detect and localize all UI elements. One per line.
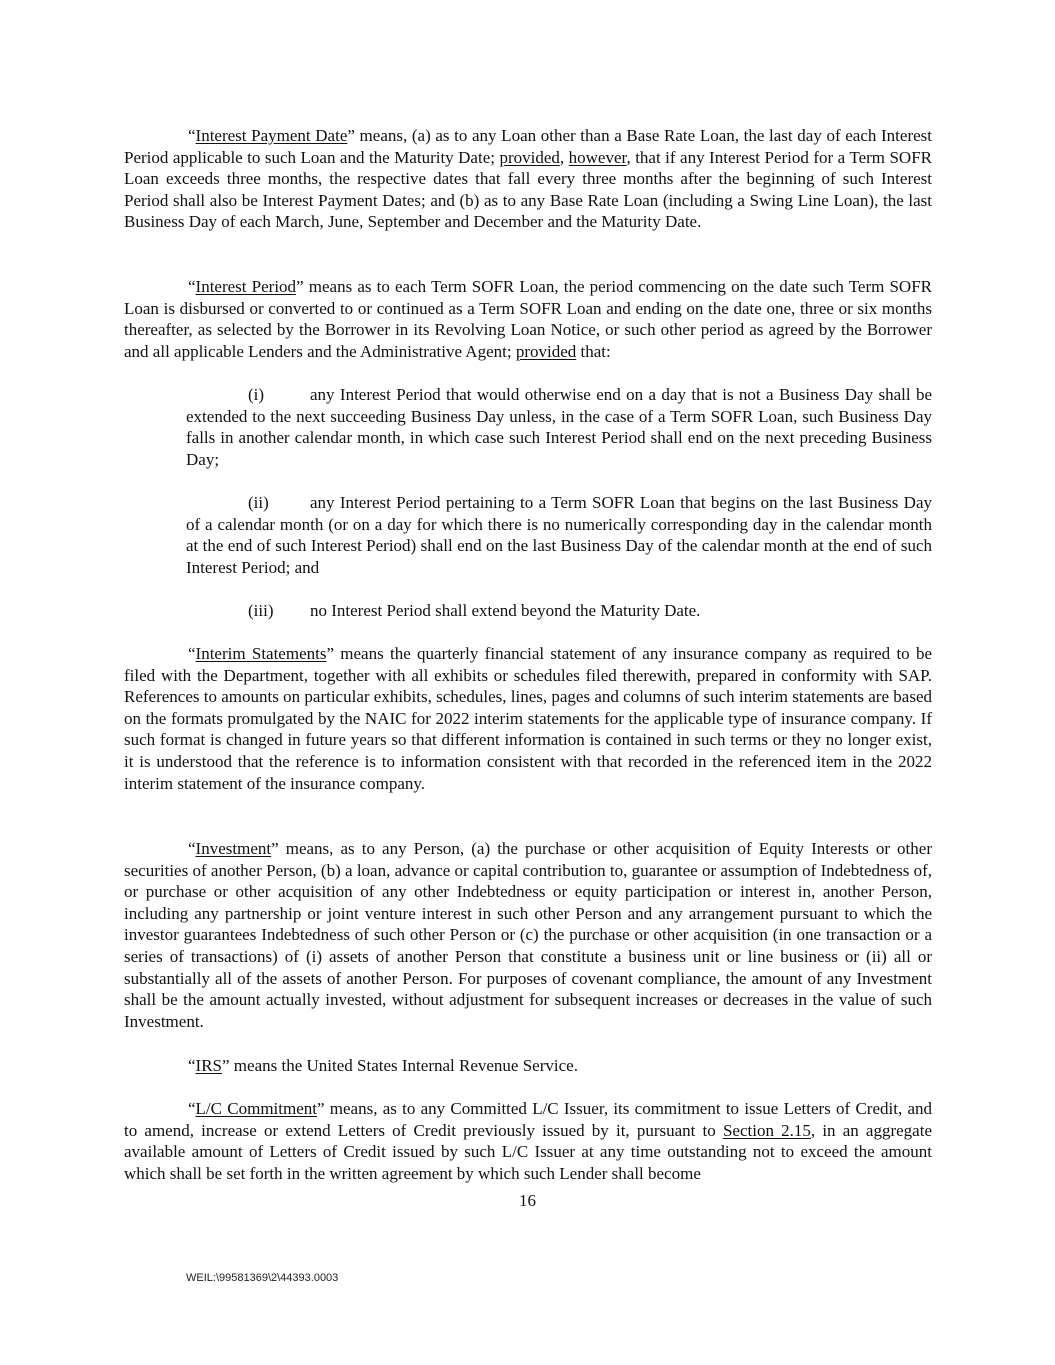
subclause-ii	[186, 492, 932, 578]
defined-term: Investment	[195, 839, 272, 858]
definition-irs	[124, 1055, 932, 1077]
definition-text: ” means, as to any Committed L/C Issuer, its commitment to issue Letters of Credit, and to amend, increase or extend Letters of Credit previously issued by it, pursuant to	[124, 1099, 932, 1140]
section-reference: Section 2.15	[722, 1120, 811, 1140]
definition-text: ” means, as to any Person, (a) the purchase or other acquisition of Equity Interests or other securities of another Person, (b) a loan, advance or capital contribution to, guarantee or assumption of Indebtedness of, or purchase or other acquisition of any other Indebtedness or equity participation or interest in, another Person, including any partnership or joint venture interest in such other Person and any arrangement pursuant to which the investor guarantees Indebtedness of such other Person or (c) the purchase or other acquisition (in one transaction or a series of transactions) of (i) assets of another Person that constitute a business unit or line business or (ii) all or substantially all of the assets of another Person. For purposes of covenant compliance, the amount of any Investment shall be the amount actually invested, without adjustment for subsequent increases or decreases in the value of such Investment.	[124, 839, 932, 1031]
clause-text: any Interest Period that would otherwise end on a day that is not a Business Day shall be extended to the next succeeding Business Day unless, in the case of a Term SOFR Loan, such Business Day falls in another calendar month, in which case such Interest Period shall end on the next preceding Business Day;	[186, 385, 932, 469]
clause-number: (ii)	[248, 493, 269, 512]
definition-text: ” means, (a) as to any Loan other than a Base Rate Loan, the last day of each Interest Period applicable to such Loan and the Maturity Date;	[124, 126, 932, 167]
definition-text: that:	[576, 341, 611, 361]
clause-text: any Interest Period pertaining to a Term SOFR Loan that begins on the last Business Day of a calendar month (or on a day for which there is no numerically corresponding day in the calendar month at the end of such Interest Period) shall end on the last Business Day of the calendar month at the end of such Interest Period; and	[186, 493, 932, 577]
definition-text: ” means as to each Term SOFR Loan, the period commencing on the date such Term SOFR Loan is disbursed or converted to or continued as a Term SOFR Loan and ending on the date one, three or six months thereafter, as selected by the Borrower in its Revolving Loan Notice, or such other period as agreed by the Borrower and all applicable Lenders and the Administrative Agent;	[124, 277, 932, 361]
definition-text: ” means the United States Internal Revenue Service.	[222, 1056, 578, 1075]
defined-term: Interest Period	[195, 277, 297, 296]
defined-term: Interest Payment Date	[195, 126, 348, 145]
definition-lc-commitment	[124, 1098, 932, 1184]
definition-text: , that if any Interest Period for a Term SOFR Loan exceeds three months, the respective dates that fall every three months after the beginning of such Interest Period shall also be Interest Payment Dates; and (b) as to any Base Rate Loan (including a Swing Line Loan), the last Business Day of each March, June, September and December and the Maturity Date.	[124, 147, 933, 232]
however-term: however	[568, 147, 627, 167]
definition-text: ” means the quarterly financial statement of any insurance company as required to be filed with the Department, together with all exhibits or schedules filed therewith, prepared in conformity with SAP. References to amounts on particular exhibits, schedules, lines, pages and columns of such interim statements are based on the formats promulgated by the NAIC for 2022 interim statements for the applicable type of insurance company. If such format is changed in future years so that different information is contained in such terms or they no longer exist, it is understood that the reference is to information consistent with that recorded in the referenced item in the 2022 interim statement of the insurance company.	[124, 644, 933, 793]
definition-text: ,	[559, 147, 569, 167]
open-quote: “	[188, 644, 196, 663]
clause-text: no Interest Period shall extend beyond the Maturity Date.	[310, 601, 701, 620]
definition-text: , in an aggregate available amount of Letters of Credit issued by such L/C Issuer at any time outstanding not to exceed the amount which shall be set forth in the written agreement by which such Lender shall become	[124, 1120, 932, 1183]
open-quote: “	[188, 126, 196, 145]
definition-interest-period	[124, 276, 932, 362]
defined-term: IRS	[195, 1056, 223, 1075]
definition-interest-payment-date	[124, 125, 932, 233]
clause-number: (i)	[248, 385, 265, 404]
provided-term: provided	[515, 341, 577, 361]
open-quote: “	[188, 277, 196, 296]
clause-number: (iii)	[248, 601, 274, 620]
open-quote: “	[188, 1056, 196, 1075]
subclause-iii	[186, 600, 932, 622]
subclause-i	[186, 384, 932, 470]
definition-interim-statements	[124, 643, 932, 794]
open-quote: “	[188, 1099, 196, 1118]
open-quote: “	[188, 839, 196, 858]
definition-investment	[124, 838, 932, 1032]
page-number: 16	[519, 1191, 536, 1210]
provided-term: provided	[499, 147, 560, 167]
defined-term: Interim Statements	[195, 644, 327, 663]
defined-term: L/C Commitment	[195, 1099, 317, 1118]
footer-document-id: WEIL:\99581369\2\44393.0003	[186, 1272, 339, 1284]
